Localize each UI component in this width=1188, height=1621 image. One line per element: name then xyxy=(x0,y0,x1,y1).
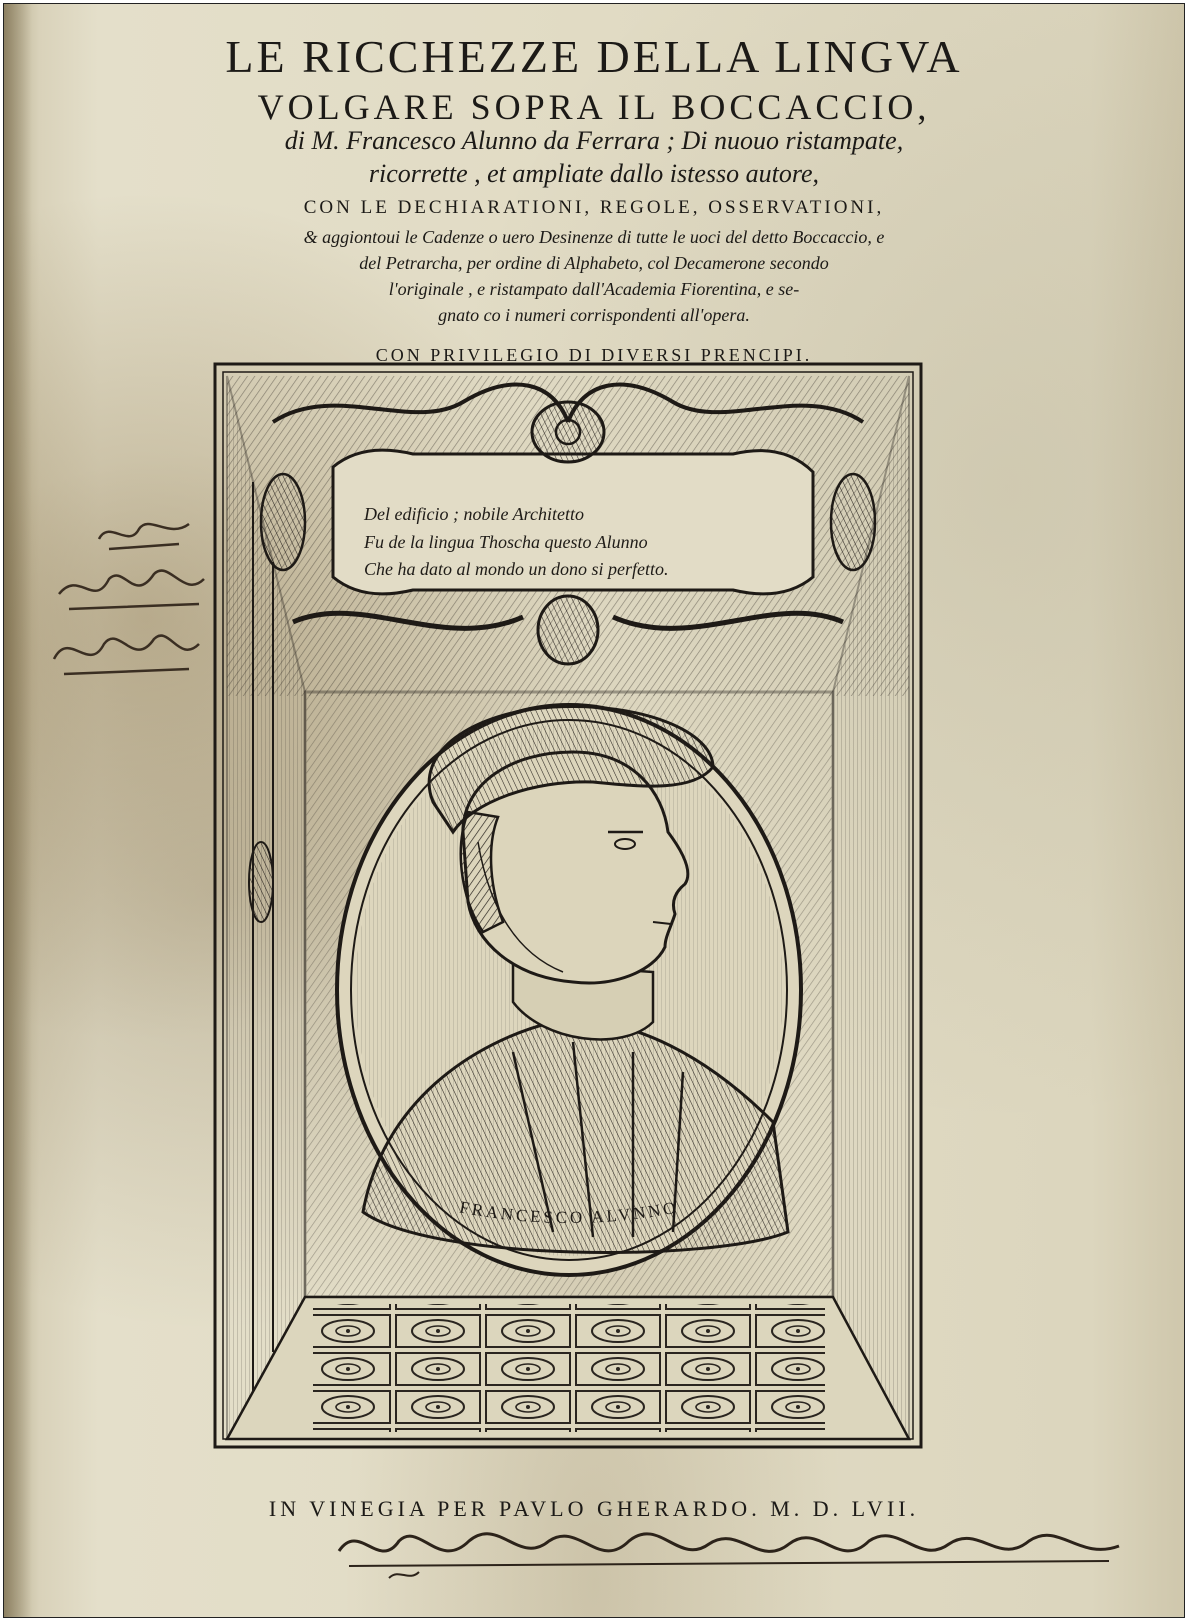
ownership-signature xyxy=(329,1516,1129,1586)
edition-line: ricorrette , et ampliate dallo istesso autore, xyxy=(368,159,820,188)
title-line-2: VOLGARE SOPRA IL BOCCACCIO, xyxy=(257,87,931,127)
woodcut-portrait-illustration xyxy=(213,362,923,1449)
title-line-1: LE RICCHEZZE DELLA LINGVA xyxy=(225,31,963,82)
author-line: di M. Francesco Alunno da Ferrara ; Di nuouo ristampate, xyxy=(284,126,904,155)
subtitle-line-4: gnato co i numeri corrispondenti all'opera. xyxy=(438,305,750,325)
verse-line-2: Fu de la lingua Thoscha questo Alunno xyxy=(364,532,648,552)
title-page xyxy=(3,3,1185,1618)
subtitle-caps: CON LE DECHIARATIONI, REGOLE, OSSERVATIONI, xyxy=(303,197,885,218)
imprint-line: IN VINEGIA PER PAVLO GHERARDO. M. D. LVII. xyxy=(268,1496,920,1521)
portrait-caption: FRANCESCO ALVNNO xyxy=(458,1197,680,1228)
subtitle-line-3: l'originale , e ristampato dall'Academia Fiorentina, e se- xyxy=(388,279,800,299)
subtitle-line-1: & aggiontoui le Cadenze o uero Desinenze di tutte le uoci del detto Boccaccio, e xyxy=(303,227,885,247)
verse-line-1: Del edificio ; nobile Architetto xyxy=(364,504,584,524)
verse-line-3: Che ha dato al mondo un dono si perfetto. xyxy=(364,559,669,579)
subtitle-line-2: del Petrarcha, per ordine di Alphabeto, col Decamerone secondo xyxy=(359,253,829,273)
privilege-line: CON PRIVILEGIO DI DIVERSI PRENCIPI. xyxy=(375,345,813,365)
handwritten-marginalia xyxy=(39,509,229,709)
